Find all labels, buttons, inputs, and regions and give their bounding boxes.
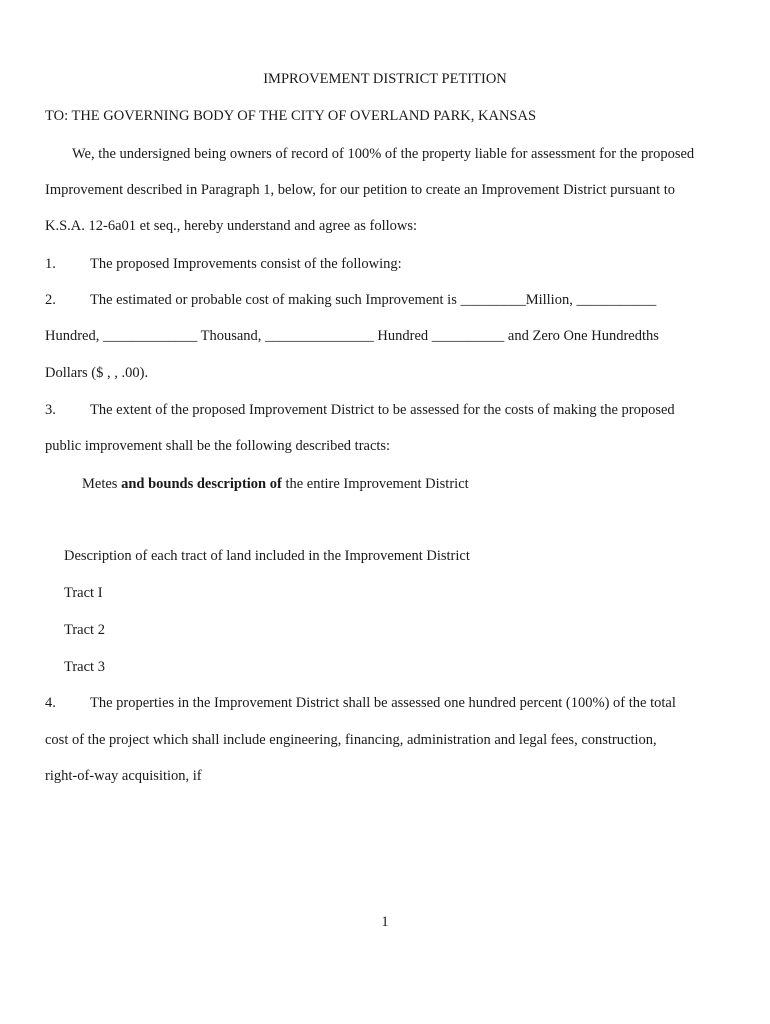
tract-description-header: Description of each tract of land included in the Improvement District — [64, 548, 470, 564]
item-2-line-1: The estimated or probable cost of making such Improvement is _________Million, ___________ — [90, 292, 657, 308]
intro-line-2: Improvement described in Paragraph 1, below, for our petition to create an Improvement District pursuant to — [45, 182, 676, 198]
item-3-line-1: The extent of the proposed Improvement District to be assessed for the costs of making the proposed — [90, 402, 675, 418]
item-2-line-2: Hundred, _____________ Thousand, _______________ Hundred __________ and Zero One Hundredths — [45, 328, 659, 344]
tract-3: Tract 3 — [64, 659, 105, 675]
item-4-line-2: cost of the project which shall include engineering, financing, administration and legal fees, construction, — [45, 732, 657, 748]
tract-2: Tract 2 — [64, 622, 105, 638]
item-2-number: 2. — [45, 292, 56, 308]
item-3-number: 3. — [45, 402, 56, 418]
item-4-line-1: The properties in the Improvement District shall be assessed one hundred percent (100%) of the total — [90, 695, 676, 711]
item-1-number: 1. — [45, 256, 56, 272]
tract-1: Tract I — [64, 585, 103, 601]
metes-prefix: Metes — [82, 476, 122, 492]
document-title: IMPROVEMENT DISTRICT PETITION — [263, 71, 507, 87]
item-4-number: 4. — [45, 695, 56, 711]
intro-line-1: We, the undersigned being owners of record of 100% of the property liable for assessment for the proposed — [72, 146, 695, 162]
metes-suffix: the entire Improvement District — [281, 476, 469, 492]
page-number: 1 — [381, 914, 389, 930]
item-3-line-2: public improvement shall be the following described tracts: — [45, 438, 391, 454]
item-1-text: The proposed Improvements consist of the following: — [90, 256, 402, 272]
intro-line-3: K.S.A. 12-6a01 et seq., hereby understand and agree as follows: — [45, 218, 418, 234]
item-2-line-3: Dollars ($ , , .00). — [45, 365, 149, 381]
metes-bold-text: and bounds description of — [121, 476, 282, 492]
metes-and-bounds-line — [82, 475, 469, 493]
addressee-line: TO: THE GOVERNING BODY OF THE CITY OF OVERLAND PARK, KANSAS — [45, 108, 537, 124]
item-4-line-3: right-of-way acquisition, if — [45, 768, 202, 784]
